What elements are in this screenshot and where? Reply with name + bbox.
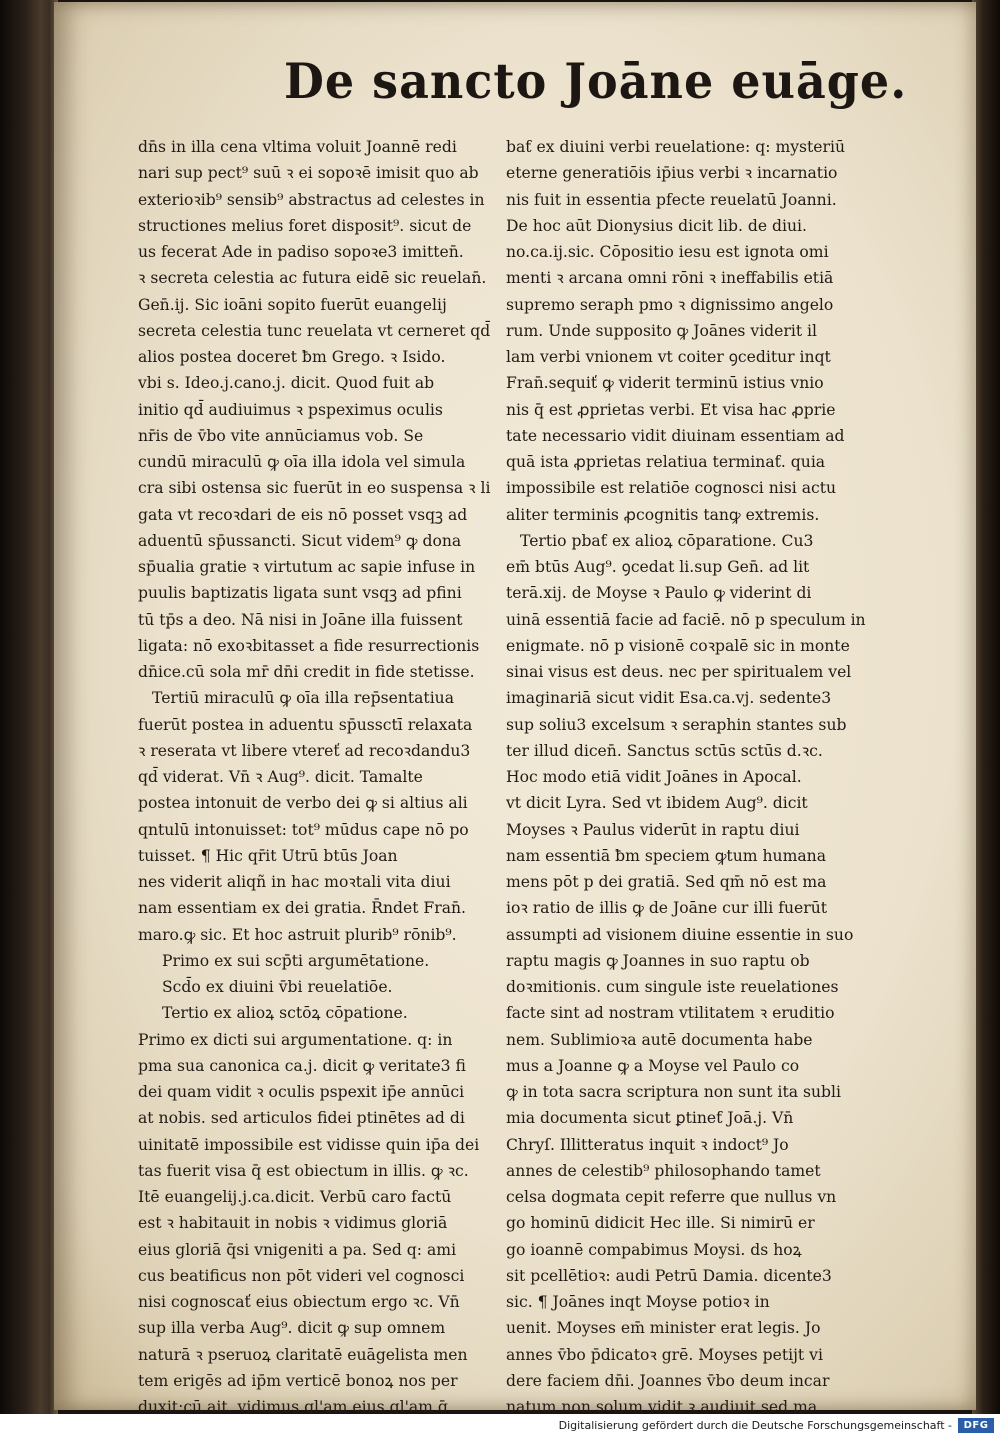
text-line: celsa dogmata cepit referre que nullus vn — [506, 1188, 837, 1206]
text-line: uinitatē impossibile est vidisse quin ip̄a dei — [138, 1135, 480, 1154]
text-line: exterioꝛib⁹ sensib⁹ abstractus ad celestes in — [138, 190, 485, 209]
text-line: dn̄s in illa cena vltima voluit Joannē redi — [138, 138, 457, 156]
text-line: dei quam vidit ꝛ oculis pspexit ip̄e annūci — [138, 1083, 465, 1101]
text-line: est ꝛ habitauit in nobis ꝛ vidimus gloriā — [138, 1214, 448, 1233]
text-line: at nobis. sed articulos fidei ptinētes ad di — [138, 1109, 465, 1128]
text-line: doꝛmitionis. cum singule iste reuelationes — [506, 978, 839, 996]
text-line: menti ꝛ arcana omni rōni ꝛ ineffabilis etiā — [506, 269, 834, 288]
text-line: mia documenta sicut ꝑtineƭ Joā.j. Vn̄ — [506, 1109, 794, 1128]
text-line: sit pcellētioꝛ: audi Petrū Damia. dicente3 — [506, 1266, 832, 1285]
text-line: sup soliu3 excelsum ꝛ seraphin stantes sub — [506, 715, 847, 734]
text-line: Hoc modo etiā vidit Joānes in Apocal. — [506, 768, 802, 786]
text-line: tas fuerit visa q̄ est obiectum in illis. ꝙ ꝛc. — [138, 1161, 469, 1180]
text-line: De hoc aūt Dionysius dicit lib. de diui. — [506, 216, 808, 235]
text-line: cus beatificus non pōt videri vel cognosci — [138, 1266, 465, 1285]
footer-bar — [0, 1414, 1000, 1438]
text-line: uinā essentiā facie ad faciē. nō p speculum in — [506, 610, 866, 629]
text-line: supremo seraph pmo ꝛ dignissimo angelo — [506, 295, 834, 314]
text-line: Fran̄.sequiť ꝙ viderit terminū istius vnio — [506, 374, 824, 393]
text-line: quā ista ꝓprietas relatiua terminaƭ. quia — [506, 453, 826, 471]
text-line: no.ca.ij.sic. Cōpositio iesu est ignota omi — [506, 243, 829, 261]
text-line: enigmate. nō p visionē coꝛpalē sic in monte — [506, 636, 850, 655]
text-line: go hominū didicit Hec ille. Si nimirū er — [506, 1214, 815, 1233]
text-line: ligata: nō exoꝛbitasset a fide resurrectionis — [138, 636, 480, 655]
text-line: nam essentiam ex dei gratia. R̄ndet Fran̄. — [138, 899, 467, 918]
dfg-logo: DFG — [958, 1418, 994, 1433]
text-line: nem. Sublimioꝛa autē documenta habe — [506, 1030, 813, 1049]
book-spine-edge — [0, 0, 58, 1414]
text-line: nam essentiā ƀm speciem ꝙtum humana — [506, 846, 826, 865]
text-line: terā.xij. de Moyse ꝛ Paulo ꝙ viderint di — [506, 584, 812, 603]
text-line: ꝛ reserata vt libere vtereť ad recoꝛdandu3 — [138, 741, 471, 760]
text-line: aliter terminis ꝓcognitis tanꝙ extremis. — [506, 505, 820, 524]
text-line: ꝛ secreta celestia ac futura eidē sic reuelan̄. — [138, 269, 487, 288]
text-line: nisi cognoscať eius obiectum ergo ꝛc. Vn̄ — [138, 1293, 460, 1311]
text-line: fuerūt postea in aduentu sp̄ussctī relaxata — [138, 715, 473, 734]
text-line: lam verbi vnionem vt coiter ꝯceditur inqt — [506, 348, 831, 366]
text-line: ꝙ in tota sacra scriptura non sunt ita subli — [506, 1083, 841, 1101]
text-line: tate necessario vidit diuinam essentiam ad — [506, 426, 845, 445]
text-line: rum. Unde supposito ꝙ Joānes viderit il — [506, 321, 818, 340]
text-line: nr̄is de v̄bo vite annūciamus vob. Se — [138, 426, 424, 445]
funding-notice: Digitalisierung gefördert durch die Deutsche Forschungsgemeinschaft - — [558, 1419, 952, 1432]
text-line: ioꝛ ratio de illis ꝙ de Joāne cur illi fuerūt — [506, 899, 828, 918]
text-line: Primo ex sui scp̄ti argumētatione. — [162, 951, 430, 970]
text-line: naturā ꝛ pseruoꝝ claritatē euāgelista men — [138, 1345, 468, 1364]
text-line: eius gloriā q̄si vnigeniti a pa. Sed q: ami — [138, 1240, 457, 1259]
text-line: vt dicit Lyra. Sed vt ibidem Aug⁹. dicit — [506, 794, 808, 813]
text-line: secreta celestia tunc reuelata vt cerneret qd̄ — [138, 321, 491, 340]
text-line: sinai visus est deus. nec per spiritualem vel — [506, 663, 852, 681]
text-line: tū tp̄s a deo. Nā nisi in Joāne illa fuissent — [138, 610, 463, 629]
text-line: structiones melius foret disposit⁹. sicut de — [138, 216, 472, 235]
text-line: vbi s. Ideo.j.cano.j. dicit. Quod fuit ab — [138, 374, 435, 393]
text-line: sp̄ualia gratie ꝛ virtutum ac sapie infuse in — [138, 558, 476, 576]
text-line: nari sup pect⁹ suū ꝛ ei sopoꝛē imisit quo ab — [138, 164, 479, 183]
text-line: assumpti ad visionem diuine essentie in suo — [506, 925, 854, 944]
text-line: us fecerat Ade in padiso sopoꝛe3 imitten̄. — [138, 243, 464, 261]
book-fore-edge — [972, 0, 1000, 1414]
text-line: Gen̄.ij. Sic ioāni sopito fuerūt euangelij — [138, 295, 447, 314]
text-line: nes viderit aliqñ in hac moꝛtali vita diui — [138, 873, 451, 891]
text-line: sup illa verba Aug⁹. dicit ꝙ sup omnem — [138, 1319, 446, 1338]
text-line: tuisset. ¶ Hic qr̄it Utrū btūs Joan — [138, 846, 398, 865]
text-line: nis q̄ est ꝓprietas verbi. Et visa hac ꝓprie — [506, 400, 836, 419]
text-line: dere faciem dn̄i. Joannes v̄bo deum incar — [506, 1371, 830, 1390]
text-column-left — [138, 134, 508, 1414]
text-line: sic. ¶ Joānes inqt Moyse potioꝛ in — [506, 1293, 770, 1311]
text-line: mens pōt p dei gratiā. Sed qm̄ nō est ma — [506, 873, 827, 891]
text-line: go ioannē compabimus Moysi. ds hoꝝ — [506, 1240, 802, 1259]
text-line: eterne generatiōis ip̄ius verbi ꝛ incarnatio — [506, 164, 838, 183]
text-line: annes de celestib⁹ philosophando tamet — [506, 1161, 821, 1180]
text-line: Chryſ. Illitteratus inquit ꝛ indoct⁹ Jo — [506, 1135, 789, 1154]
text-line: Itē euangelij.j.ca.dicit. Verbū caro factū — [138, 1188, 452, 1206]
text-line: ter illud dicen̄. Sanctus sctūs sctūs d.ꝛc. — [506, 741, 823, 760]
text-line: initio qd̄ audiuimus ꝛ pspeximus oculis — [138, 400, 443, 419]
text-line: dn̄ice.cū sola mr̄ dn̄i credit in fide stetisse. — [138, 663, 475, 681]
text-line: duxit:cū ait. vidimus gl'am eius gl'am q̄ — [138, 1398, 448, 1414]
text-line: alios postea doceret ƀm Grego. ꝛ Isido. — [138, 348, 446, 366]
text-line: Moyses ꝛ Paulus viderūt in raptu diui — [506, 820, 800, 839]
text-column-right — [506, 134, 876, 1414]
text-line: Primo ex dicti sui argumentatione. q: in — [138, 1030, 453, 1049]
text-line: impossibile est relatiōe cognosci nisi actu — [506, 479, 837, 498]
text-line: facte sint ad nostram vtilitatem ꝛ eruditio — [506, 1004, 835, 1023]
text-line: imaginariā sicut vidit Esa.ca.vj. sedente3 — [506, 689, 832, 708]
text-line: mus a Joanne ꝙ a Moyse vel Paulo co — [506, 1056, 800, 1075]
text-line: Tertio ex alioꝝ sctōꝝ cōpatione. — [162, 1004, 408, 1023]
text-line: cra sibi ostensa sic fuerūt in eo suspensa ꝛ li — [138, 479, 491, 498]
text-line: Scd̄o ex diuini v̄bi reuelatiōe. — [162, 978, 393, 996]
text-line: tem erigēs ad ip̄m verticē bonoꝝ nos per — [138, 1371, 458, 1390]
text-line: uenit. Moyses em̄ minister erat legis. Jo — [506, 1319, 821, 1338]
text-line: gata vt recoꝛdari de eis nō posset vsqꝫ ad — [138, 505, 468, 524]
text-line: pma sua canonica ca.j. dicit ꝙ veritate3 fi — [138, 1056, 466, 1075]
text-line: qntulū intonuisset: tot⁹ mūdus cape nō po — [138, 820, 469, 839]
text-line: em̄ btūs Aug⁹. ꝯcedat li.sup Gen̄. ad lit — [506, 558, 810, 576]
text-line: puulis baptizatis ligata sunt vsqꝫ ad pfini — [138, 584, 462, 603]
text-line: annes v̄bo p̄dicatoꝛ grē. Moyses petijt vi — [506, 1345, 823, 1364]
text-line: baƭ ex diuini verbi reuelatione: q: mysteriū — [506, 138, 846, 156]
text-line: postea intonuit de verbo dei ꝙ si altius ali — [138, 794, 468, 813]
text-line: qd̄ viderat. Vn̄ ꝛ Aug⁹. dicit. Tamalte — [138, 768, 423, 786]
text-line: nis fuit in essentia pfecte reuelatū Joanni. — [506, 190, 837, 209]
text-line: cundū miraculū ꝙ oīa illa idola vel simula — [138, 453, 466, 471]
text-line: natum non solum vidit ꝛ audiuit sed ma — [506, 1398, 818, 1414]
text-line: maro.ꝙ sic. Et hoc astruit plurib⁹ rōnib⁹. — [138, 925, 457, 944]
text-line: Tertiū miraculū ꝙ oīa illa rep̄sentatiua — [152, 689, 455, 708]
text-line: raptu magis ꝙ Joannes in suo raptu ob — [506, 951, 810, 970]
text-line: aduentū sp̄ussancti. Sicut videm⁹ ꝙ dona — [138, 531, 462, 550]
text-line: Tertio pbaƭ ex alioꝝ cōparatione. Cu3 — [520, 531, 814, 550]
running-head-title: De sancto Joāne euāge. — [284, 52, 908, 110]
